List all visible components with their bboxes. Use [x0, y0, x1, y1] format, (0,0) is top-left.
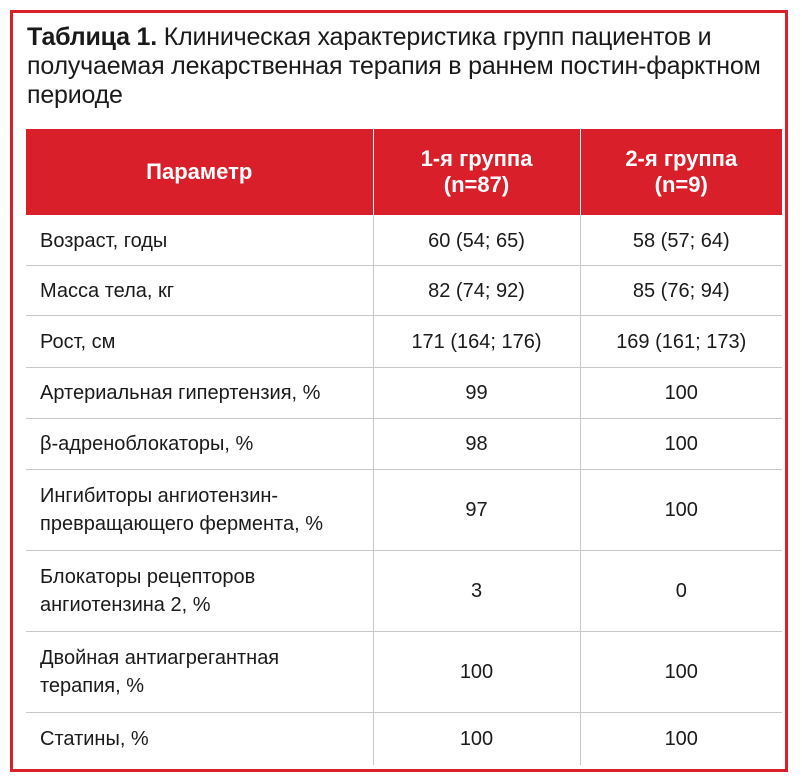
row-param: Артериальная гипертензия, %	[26, 368, 373, 419]
row-param: Возраст, годы	[26, 216, 373, 266]
table-row	[26, 266, 782, 316]
row-group1-value: 171 (164; 176)	[373, 316, 580, 368]
row-group2-value: 85 (76; 94)	[580, 266, 782, 316]
row-group2-value: 0	[580, 551, 782, 632]
table-frame	[10, 10, 788, 772]
row-group2-value: 100	[580, 632, 782, 713]
row-group2-value: 100	[580, 713, 782, 766]
table-row	[26, 470, 782, 551]
table-row	[26, 316, 782, 368]
row-group1-value: 82 (74; 92)	[373, 266, 580, 316]
row-group2-value: 100	[580, 419, 782, 470]
row-param: Блокаторы рецепторов ангиотензина 2, %	[26, 551, 373, 632]
table-row	[26, 551, 782, 632]
table-row	[26, 216, 782, 266]
caption-label: Таблица 1.	[27, 23, 157, 51]
header-param: Параметр	[26, 129, 373, 216]
header-group2: 2-я группа (n=9)	[580, 129, 782, 216]
row-group1-value: 99	[373, 368, 580, 419]
row-group1-value: 97	[373, 470, 580, 551]
patient-characteristics-table	[26, 129, 782, 765]
header-row	[26, 129, 782, 216]
row-group1-value: 100	[373, 713, 580, 766]
row-group1-value: 60 (54; 65)	[373, 216, 580, 266]
row-param: β-адреноблокаторы, %	[26, 419, 373, 470]
row-param: Масса тела, кг	[26, 266, 373, 316]
row-group1-value: 100	[373, 632, 580, 713]
header-group1: 1-я группа (n=87)	[373, 129, 580, 216]
row-group2-value: 100	[580, 470, 782, 551]
table-row	[26, 632, 782, 713]
caption-text: Клиническая характеристика групп пациентов и получаемая лекарственная терапия в раннем постин-фарктном периоде	[27, 23, 761, 109]
table-row	[26, 419, 782, 470]
table-caption	[27, 23, 779, 110]
row-param: Рост, см	[26, 316, 373, 368]
row-param: Статины, %	[26, 713, 373, 766]
row-param: Ингибиторы ангиотензин-превращающего фермента, %	[26, 470, 373, 551]
table-row	[26, 368, 782, 419]
table-row	[26, 713, 782, 766]
row-group2-value: 100	[580, 368, 782, 419]
row-group1-value: 98	[373, 419, 580, 470]
row-group2-value: 169 (161; 173)	[580, 316, 782, 368]
row-param: Двойная антиагрегантная терапия, %	[26, 632, 373, 713]
row-group2-value: 58 (57; 64)	[580, 216, 782, 266]
row-group1-value: 3	[373, 551, 580, 632]
